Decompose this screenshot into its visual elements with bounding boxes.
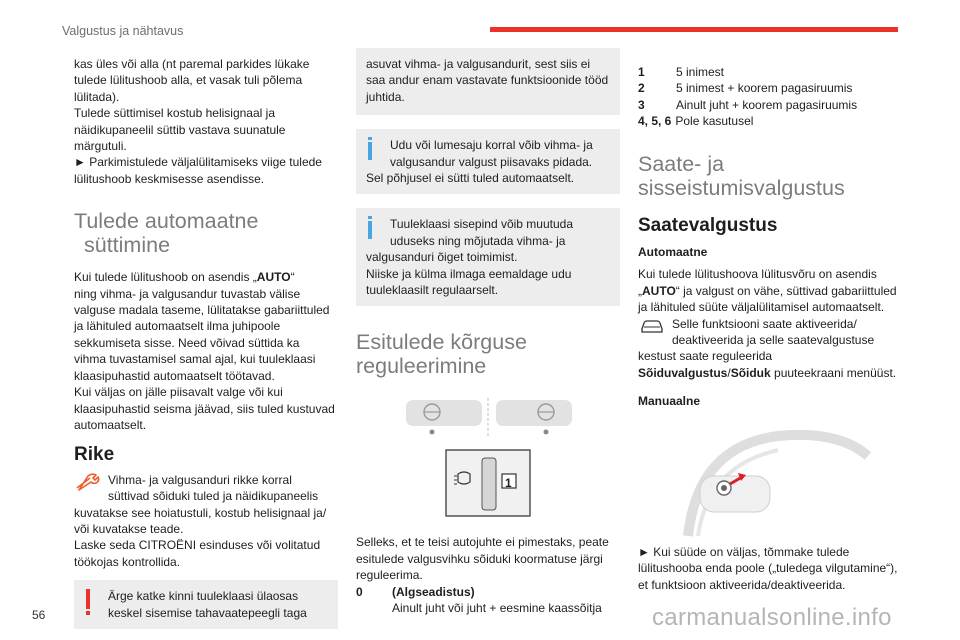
setting-row: [638, 80, 908, 96]
text-line: või kuvatakse teade.: [74, 521, 184, 536]
text-line: keskel sisemise tahavaatepeegli taga: [108, 605, 307, 620]
range-paragraph: [356, 534, 620, 583]
menu-path-bold: Sõiduvalgustus: [638, 365, 728, 380]
setting-number: 2: [638, 81, 645, 96]
heading-auto-lights: [74, 209, 338, 257]
text-span: Kui tulede lülitushoob on asendis „: [74, 270, 257, 285]
setting-desc: Ainult juht + koorem pagasiruumis: [676, 97, 858, 112]
text-line: reguleerima.: [356, 568, 423, 583]
text-span: /: [727, 365, 731, 380]
text-line: süttivad sõiduki tuled ja näidikupaneelis: [108, 489, 319, 504]
text-span: puuteekraani menüüst.: [770, 365, 897, 380]
column-1: [74, 56, 338, 629]
manual-paragraph: [638, 544, 908, 593]
text-line: valgusanduri õiget toimimist.: [366, 250, 518, 265]
text-line: Tulede süttimisel kostub helisignaal ja: [74, 106, 275, 121]
heading-line: reguleerimine: [356, 354, 487, 379]
text-span: “: [290, 270, 295, 285]
text-line: Selleks, et te teisi autojuhte ei pimestaks, peate: [356, 535, 609, 550]
subheading-manual: Manuaalne: [638, 394, 701, 409]
heading-follow-me: Saatevalgustus: [638, 214, 778, 236]
info-icon: [368, 142, 372, 160]
setting-row: [638, 97, 908, 113]
column-2: [356, 56, 620, 617]
fault-paragraph: [74, 472, 338, 570]
text-line: ning vihma- ja valgusandur tuvastab välise: [74, 286, 301, 301]
setting-desc: 5 inimest: [676, 65, 725, 79]
heading-line: Esitulede kõrguse: [356, 330, 527, 355]
heading-line: Saate- ja: [638, 151, 725, 176]
text-line: sekkumiseta sisse. Need võivad süttida ka: [74, 335, 300, 350]
text-line: ► Parkimistulede väljalülitamiseks viige tulede: [74, 155, 322, 170]
text-line: [638, 283, 908, 299]
text-line: automaatselt.: [74, 417, 147, 432]
text-line: esitulede valgusvihku sõiduki koormatuse järgi: [356, 551, 603, 566]
warning-continued-box: [356, 48, 620, 115]
info-box-windshield: [356, 208, 620, 306]
setting-number: 1: [638, 65, 645, 79]
setting-row: [356, 584, 620, 617]
text-line: valguse madala taseme, lülitatakse gabariittuled: [74, 303, 330, 318]
text-line: ja lähituled automaatselt ilma juhipoole: [74, 319, 281, 334]
text-line: deaktiveerida ja selle saatevalgustuse: [672, 333, 875, 348]
heading-guide-lighting: [638, 152, 908, 200]
text-line: Ärge katke kinni tuuleklaasi ülaosas: [108, 589, 299, 604]
setting-desc: Ainult juht või juht + eesmine kaassõitja: [392, 601, 602, 616]
heading-line: süttimine: [84, 233, 171, 258]
text-line: Kui tulede lülitushoova lülitusvõru on asendis: [638, 267, 877, 282]
warning-box: [74, 580, 338, 629]
text-line: valgusandur valgust piisavaks pidada.: [390, 154, 593, 169]
text-line: klaasipuhastid seisma jäävad, siis tuled kustuvad: [74, 401, 335, 416]
heading-fault: Rike: [74, 444, 115, 466]
subheading-automatic: Automaatne: [638, 245, 708, 260]
setting-desc: Pole kasutusel: [675, 114, 754, 129]
setting-number: 3: [638, 97, 645, 112]
text-line: kestust saate reguleerida: [638, 349, 773, 364]
text-line: tuuleklaasilt regulaarselt.: [366, 283, 499, 298]
text-line: Niiske ja külma ilmaga eemaldage udu: [366, 266, 572, 281]
text-line: Laske seda CITROËNI esinduses või volitatud: [74, 538, 321, 553]
info-icon-dot: [368, 137, 372, 140]
heading-headlamp-range: [356, 330, 620, 378]
page-number: 56: [32, 608, 46, 622]
setting-number: 4, 5, 6: [638, 114, 672, 129]
text-line: lülitushoob keskmisesse asendisse.: [74, 171, 265, 186]
setting-number: 0: [356, 584, 363, 599]
dial-value: 1: [505, 476, 512, 491]
text-line: saa andur enam vastavate funktsioonide tööd: [366, 73, 609, 88]
text-line: asuvat vihma- ja valgusandurit, sest siis ei: [366, 57, 591, 71]
drive-side-diagram: [356, 390, 620, 528]
heading-line: sisseistumisvalgustus: [638, 175, 845, 200]
info-box-fog: [356, 129, 620, 194]
auto-paragraph: [638, 266, 908, 381]
column-3: [638, 64, 908, 593]
text-line: Udu või lumesaju korral võib vihma- ja: [390, 138, 593, 153]
watermark: carmanualsonline.info: [652, 604, 892, 631]
warning-exclamation-icon: [86, 589, 90, 609]
text-line: tulede lülitushoob alla, et vasak tuli põlema: [74, 73, 303, 88]
header-accent-bar: [490, 27, 898, 32]
text-line: ja lähituled süüte väljalülitamisel automaatselt.: [638, 300, 885, 315]
info-icon: [368, 221, 372, 239]
text-line: [638, 365, 908, 381]
text-line: uduseks ning mõjutada vihma- ja: [390, 233, 566, 248]
text-line: juhtida.: [366, 89, 405, 104]
intro-paragraph: [74, 56, 338, 187]
headlamp-illustration: [356, 390, 620, 528]
text-line: vihma tuvastamisel samal ajal, kui tuuleklaasi: [74, 352, 316, 367]
setting-row: [638, 113, 908, 129]
text-line: töökojas kontrollida.: [74, 554, 181, 569]
auto-bold: AUTO: [256, 270, 291, 285]
car-settings-icon: [638, 316, 668, 336]
info-icon-dot: [368, 216, 372, 219]
text-line: kas üles või alla (nt paremal parkides lükake: [74, 57, 310, 71]
text-span: „: [638, 283, 642, 298]
text-line: et funktsioon aktiveerida/deaktiveerida.: [638, 577, 846, 592]
text-line: märgutuli.: [74, 139, 127, 154]
steering-lever-illustration: [638, 416, 908, 544]
wrench-icon: [74, 472, 104, 492]
text-line: [74, 269, 338, 285]
text-line: Selle funktsiooni saate aktiveerida/: [672, 316, 857, 331]
function-icon-line: [638, 316, 908, 349]
text-line: Vihma- ja valgusanduri rikke korral: [108, 472, 292, 487]
auto-lights-paragraph: [74, 269, 338, 433]
text-line: näidikupaneelil süttib vastava suunatule: [74, 122, 286, 137]
menu-path-bold: Sõiduk: [730, 365, 771, 380]
text-line: Sel põhjusel ei sütti tuled automaatselt.: [366, 171, 575, 186]
fault-icon-line: [74, 472, 338, 505]
running-header: Valgustus ja nähtavus: [62, 24, 184, 38]
warning-exclamation-dot: [86, 611, 90, 615]
text-line: kuvatakse see hoiatustuli, kostub helisignaal ja/: [74, 505, 327, 520]
text-line: lülitada).: [74, 89, 120, 104]
text-span: “ ja valgust on vähe, süttivad gabariittuled: [675, 283, 897, 298]
text-line: Tuuleklaasi sisepind võib muutuda: [390, 217, 573, 232]
setting-row: [638, 64, 908, 80]
text-line: lülitushooba enda poole („tuledega vilgutamine“),: [638, 561, 898, 576]
auto-bold: AUTO: [642, 283, 676, 298]
text-line: ► Kui süüde on väljas, tõmmake tulede: [638, 544, 850, 559]
text-line: klaasipuhastid automaatselt töötavad.: [74, 368, 275, 383]
heading-line: Tulede automaatne: [74, 209, 259, 234]
setting-title: (Algseadistus): [392, 584, 475, 599]
text-line: Kui väljas on jälle piisavalt valge või kui: [74, 385, 283, 400]
setting-desc: 5 inimest + koorem pagasiruumis: [676, 81, 853, 96]
